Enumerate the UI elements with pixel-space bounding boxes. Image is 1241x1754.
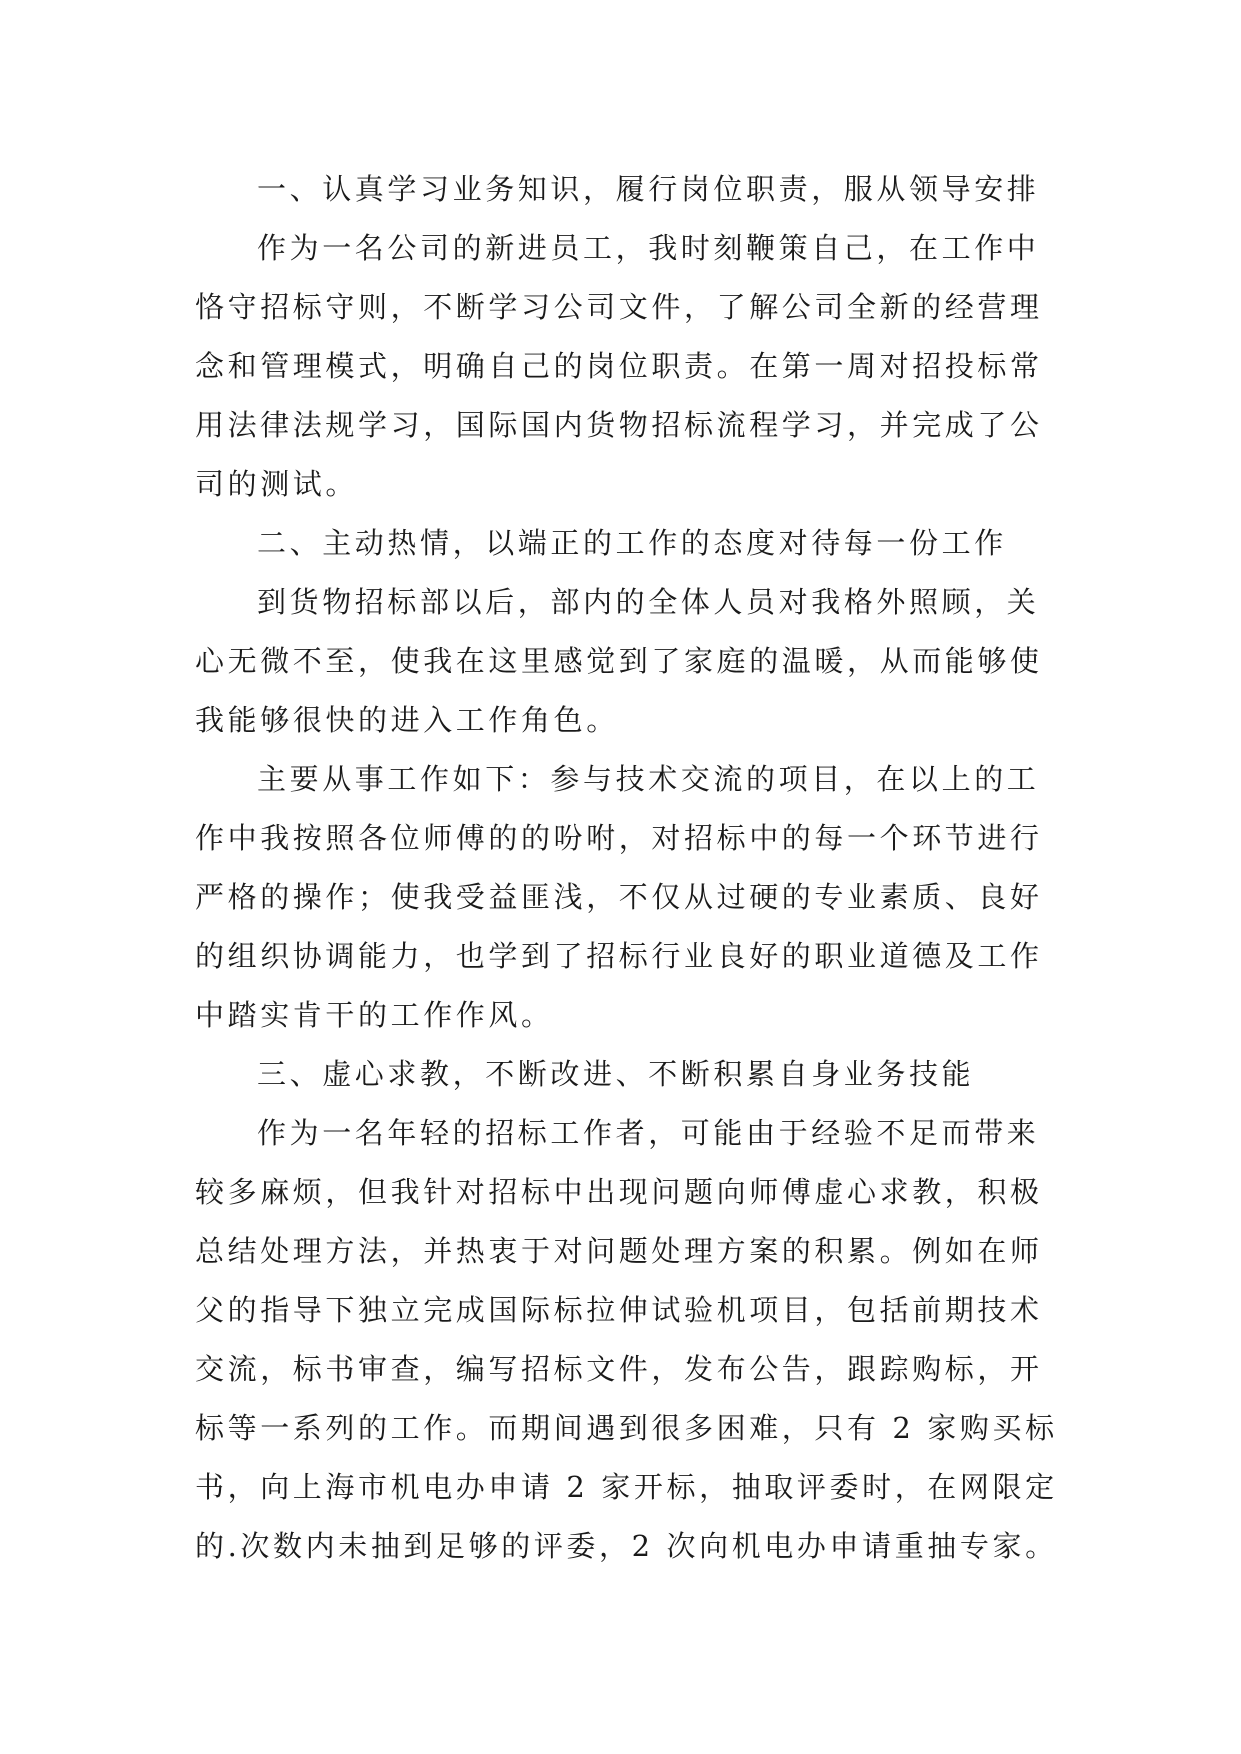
paragraph-line: 交流，标书审查，编写招标文件，发布公告，跟踪购标，开: [195, 1352, 1043, 1386]
paragraph-line: 到货物招标部以后，部内的全体人员对我格外照顾，关: [257, 585, 1040, 619]
paragraph-line: 严格的操作；使我受益匪浅，不仅从过硬的专业素质、良好: [195, 880, 1043, 914]
paragraph-line: 作中我按照各位师傅的的吩咐，对招标中的每一个环节进行: [195, 821, 1043, 855]
paragraph-line: 父的指导下独立完成国际标拉伸试验机项目，包括前期技术: [195, 1293, 1043, 1327]
paragraph-line: 的组织协调能力，也学到了招标行业良好的职业道德及工作: [195, 939, 1043, 973]
paragraph-line: 我能够很快的进入工作角色。: [195, 703, 619, 737]
paragraph-line: 总结处理方法，并热衷于对问题处理方案的积累。例如在师: [195, 1234, 1043, 1268]
paragraph-line: 司的测试。: [195, 467, 359, 501]
paragraph-line: 较多麻烦，但我针对招标中出现问题向师傅虚心求教，积极: [195, 1175, 1043, 1209]
paragraph-line: 恪守招标守则，不断学习公司文件，了解公司全新的经营理: [195, 290, 1043, 324]
document-body: [195, 160, 1075, 1576]
paragraph-line: 书，向上海市机电办申请 2 家开标，抽取评委时，在网限定: [195, 1470, 1058, 1504]
paragraph-line: 用法律法规学习，国际国内货物招标流程学习，并完成了公: [195, 408, 1043, 442]
paragraph-line: 心无微不至，使我在这里感觉到了家庭的温暖，从而能够使: [195, 644, 1043, 678]
paragraph-line: 中踏实肯干的工作作风。: [195, 998, 554, 1032]
section-heading-3: 三、虚心求教，不断改进、不断积累自身业务技能: [257, 1057, 975, 1091]
section-heading-1: 一、认真学习业务知识，履行岗位职责，服从领导安排: [257, 172, 1040, 206]
paragraph-line: 标等一系列的工作。而期间遇到很多困难，只有 2 家购买标: [195, 1411, 1058, 1445]
paragraph-line: 作为一名公司的新进员工，我时刻鞭策自己，在工作中: [257, 231, 1040, 265]
paragraph-line: 的.次数内未抽到足够的评委，2 次向机电办申请重抽专家。: [195, 1529, 1058, 1563]
paragraph-line: 作为一名年轻的招标工作者，可能由于经验不足而带来: [257, 1116, 1040, 1150]
section-heading-2: 二、主动热情，以端正的工作的态度对待每一份工作: [257, 526, 1007, 560]
paragraph-line: 主要从事工作如下：参与技术交流的项目，在以上的工: [257, 762, 1040, 796]
paragraph-line: 念和管理模式，明确自己的岗位职责。在第一周对招投标常: [195, 349, 1043, 383]
